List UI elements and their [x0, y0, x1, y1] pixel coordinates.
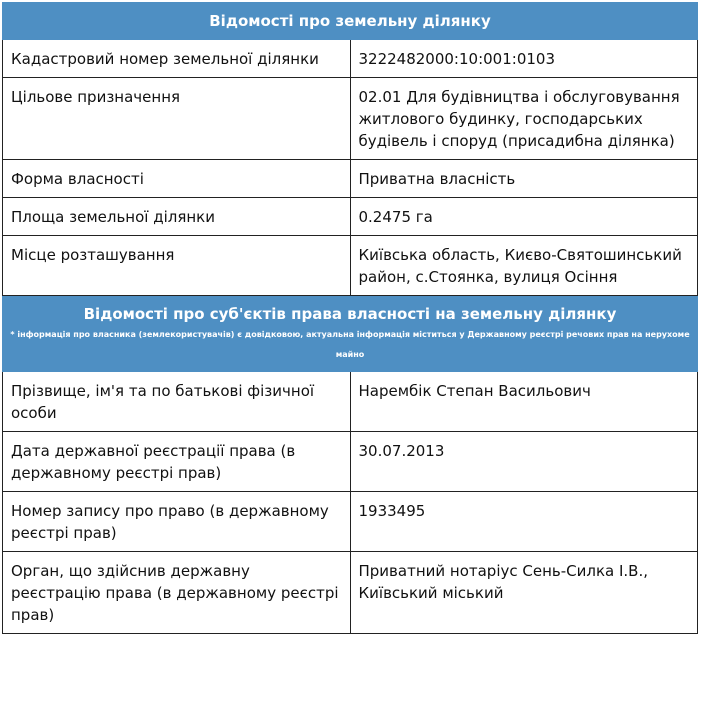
owner-name-label: Прізвище, ім'я та по батькові фізичної особи — [3, 372, 351, 432]
table-row — [3, 160, 698, 198]
table-row — [3, 372, 698, 432]
table-row — [3, 432, 698, 492]
area-label: Площа земельної ділянки — [3, 198, 351, 236]
table-row — [3, 236, 698, 296]
land-section-header — [3, 3, 698, 40]
record-number-value: 1933495 — [350, 492, 698, 552]
record-number-label: Номер запису про право (в державному реєстрі прав) — [3, 492, 351, 552]
cadastral-number-label: Кадастровий номер земельної ділянки — [3, 40, 351, 78]
registrar-value: Приватний нотаріус Сень-Силка І.В., Київський міський — [350, 552, 698, 634]
owner-section-header-cell — [3, 296, 698, 372]
land-section-title: Відомості про земельну ділянку — [3, 3, 698, 40]
owner-name-value: Нарембік Степан Васильович — [350, 372, 698, 432]
land-info-sheet — [2, 2, 698, 634]
land-info-table — [2, 2, 698, 634]
owner-section-note: * інформація про власника (землекористувачів) є довідковою, актуальна інформація міститься у Державному реєстрі речових прав на нерухоме майно — [10, 330, 690, 359]
area-value: 0.2475 га — [350, 198, 698, 236]
registration-date-label: Дата державної реєстрації права (в державному реєстрі прав) — [3, 432, 351, 492]
table-row — [3, 78, 698, 160]
location-value: Київська область, Києво-Святошинський район, с.Стоянка, вулиця Осіння — [350, 236, 698, 296]
location-label: Місце розташування — [3, 236, 351, 296]
table-row — [3, 492, 698, 552]
purpose-label: Цільове призначення — [3, 78, 351, 160]
table-row — [3, 552, 698, 634]
table-row — [3, 40, 698, 78]
owner-section-header — [3, 296, 698, 372]
cadastral-number-value: 3222482000:10:001:0103 — [350, 40, 698, 78]
registration-date-value: 30.07.2013 — [350, 432, 698, 492]
ownership-form-label: Форма власності — [3, 160, 351, 198]
registrar-label: Орган, що здійснив державну реєстрацію права (в державному реєстрі прав) — [3, 552, 351, 634]
table-row — [3, 198, 698, 236]
owner-section-title: Відомості про суб'єктів права власності на земельну ділянку — [83, 305, 617, 323]
ownership-form-value: Приватна власність — [350, 160, 698, 198]
purpose-value: 02.01 Для будівництва і обслуговування житлового будинку, господарських будівель і споруд (присадибна ділянка) — [350, 78, 698, 160]
